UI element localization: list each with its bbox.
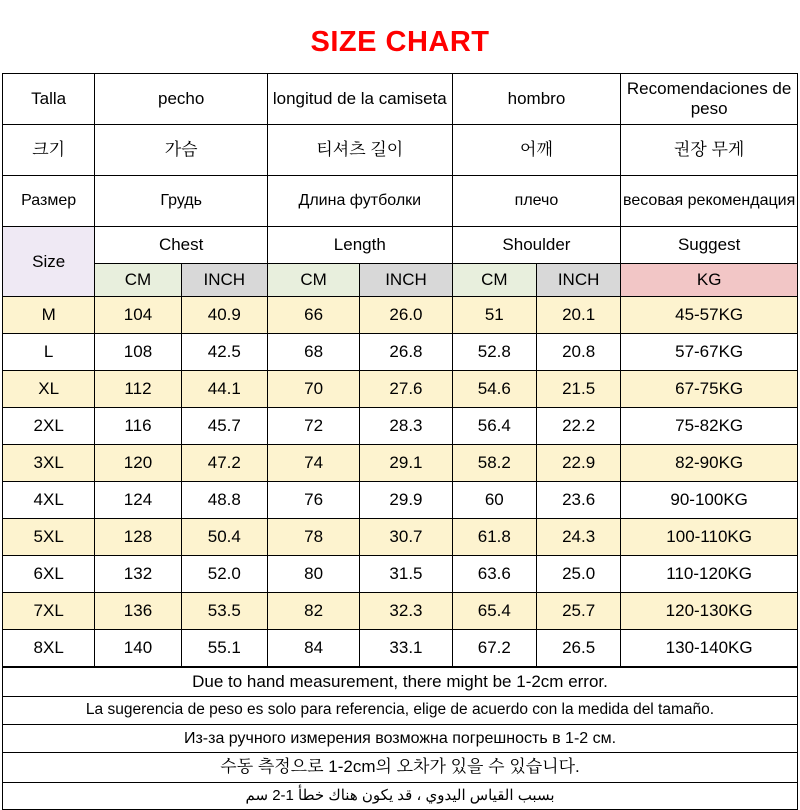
cell-shoulder-cm: 54.6 [452,371,536,408]
cell-shoulder-inch: 20.1 [536,297,620,334]
cell-length-cm: 68 [267,334,359,371]
header-es-size: Talla [3,74,95,125]
cell-length-cm: 76 [267,482,359,519]
cell-shoulder-cm: 60 [452,482,536,519]
header-es-shoulder: hombro [452,74,621,125]
cell-chest-cm: 112 [95,371,181,408]
header-en-chest: Chest [95,227,268,264]
header-ru-shoulder: плечо [452,176,621,227]
header-en-shoulder: Shoulder [452,227,621,264]
header-row-spanish [3,74,798,125]
cell-shoulder-cm: 52.8 [452,334,536,371]
cell-size: 7XL [3,593,95,630]
note-text-korean: 수동 측정으로 1-2cm의 오차가 있을 수 있습니다. [3,753,798,782]
cell-chest-cm: 132 [95,556,181,593]
header-ko-weight: 권장 무게 [621,125,798,176]
cell-length-cm: 66 [267,297,359,334]
cell-length-inch: 27.6 [360,371,452,408]
header-row-russian [3,176,798,227]
note-row-english [3,668,798,697]
cell-chest-cm: 120 [95,445,181,482]
cell-chest-cm: 136 [95,593,181,630]
unit-weight-kg: KG [621,264,798,297]
cell-length-cm: 78 [267,519,359,556]
cell-length-inch: 32.3 [360,593,452,630]
cell-size: M [3,297,95,334]
header-row-english [3,227,798,264]
cell-size: 4XL [3,482,95,519]
cell-chest-inch: 50.4 [181,519,267,556]
cell-length-cm: 74 [267,445,359,482]
cell-chest-inch: 48.8 [181,482,267,519]
cell-shoulder-inch: 22.9 [536,445,620,482]
note-row-arabic [3,782,798,809]
cell-weight: 120-130KG [621,593,798,630]
cell-chest-inch: 40.9 [181,297,267,334]
cell-chest-inch: 55.1 [181,630,267,667]
header-ko-size: 크기 [3,125,95,176]
cell-weight: 130-140KG [621,630,798,667]
cell-shoulder-inch: 22.2 [536,408,620,445]
cell-length-inch: 33.1 [360,630,452,667]
cell-weight: 57-67KG [621,334,798,371]
table-row [3,630,798,667]
header-ru-weight: весовая рекомендация [621,176,798,227]
table-row [3,519,798,556]
cell-length-inch: 30.7 [360,519,452,556]
table-row [3,408,798,445]
table-row [3,371,798,408]
cell-size: 5XL [3,519,95,556]
table-row [3,445,798,482]
header-ru-chest: Грудь [95,176,268,227]
cell-weight: 110-120KG [621,556,798,593]
header-ru-length: Длина футболки [267,176,452,227]
note-row-russian [3,724,798,752]
cell-chest-cm: 104 [95,297,181,334]
cell-weight: 75-82KG [621,408,798,445]
header-en-suggest: Suggest [621,227,798,264]
size-chart-table [2,73,798,667]
table-row [3,482,798,519]
cell-size: 8XL [3,630,95,667]
table-row [3,297,798,334]
cell-shoulder-cm: 56.4 [452,408,536,445]
cell-length-inch: 31.5 [360,556,452,593]
cell-shoulder-inch: 25.0 [536,556,620,593]
cell-weight: 100-110KG [621,519,798,556]
cell-chest-inch: 45.7 [181,408,267,445]
header-es-weight: Recomendaciones de peso [621,74,798,125]
cell-shoulder-cm: 58.2 [452,445,536,482]
cell-length-cm: 82 [267,593,359,630]
note-row-korean [3,753,798,782]
cell-length-cm: 70 [267,371,359,408]
cell-shoulder-inch: 20.8 [536,334,620,371]
cell-size: 2XL [3,408,95,445]
cell-weight: 82-90KG [621,445,798,482]
header-ko-length: 티셔츠 길이 [267,125,452,176]
cell-length-cm: 84 [267,630,359,667]
unit-chest-cm: CM [95,264,181,297]
cell-length-inch: 26.8 [360,334,452,371]
cell-chest-inch: 47.2 [181,445,267,482]
cell-length-inch: 26.0 [360,297,452,334]
cell-weight: 67-75KG [621,371,798,408]
cell-shoulder-inch: 25.7 [536,593,620,630]
cell-chest-inch: 52.0 [181,556,267,593]
cell-weight: 45-57KG [621,297,798,334]
cell-length-inch: 29.1 [360,445,452,482]
cell-shoulder-inch: 26.5 [536,630,620,667]
note-text-spanish: La sugerencia de peso es solo para referencia, elige de acuerdo con la medida del tamaño. [3,697,798,725]
cell-shoulder-inch: 24.3 [536,519,620,556]
note-text-russian: Из-за ручного измерения возможна погрешность в 1-2 см. [3,724,798,752]
header-ru-size: Размер [3,176,95,227]
cell-chest-inch: 53.5 [181,593,267,630]
cell-length-cm: 80 [267,556,359,593]
notes-table [2,667,798,810]
header-row-units [3,264,798,297]
cell-size: 3XL [3,445,95,482]
cell-size: XL [3,371,95,408]
cell-chest-cm: 128 [95,519,181,556]
header-en-size: Size [3,227,95,297]
table-row [3,593,798,630]
table-row [3,334,798,371]
note-text-english: Due to hand measurement, there might be 1-2cm error. [3,668,798,697]
cell-chest-cm: 108 [95,334,181,371]
cell-shoulder-inch: 23.6 [536,482,620,519]
cell-chest-inch: 44.1 [181,371,267,408]
unit-shoulder-inch: INCH [536,264,620,297]
cell-chest-cm: 124 [95,482,181,519]
header-en-length: Length [267,227,452,264]
cell-weight: 90-100KG [621,482,798,519]
unit-chest-inch: INCH [181,264,267,297]
header-es-chest: pecho [95,74,268,125]
cell-size: 6XL [3,556,95,593]
unit-shoulder-cm: CM [452,264,536,297]
note-text-arabic: بسبب القياس اليدوي ، قد يكون هناك خطأ 1-2 سم [3,782,798,809]
header-es-length: longitud de la camiseta [267,74,452,125]
cell-shoulder-cm: 51 [452,297,536,334]
cell-shoulder-cm: 63.6 [452,556,536,593]
header-row-korean [3,125,798,176]
cell-length-inch: 28.3 [360,408,452,445]
cell-chest-cm: 140 [95,630,181,667]
unit-length-cm: CM [267,264,359,297]
table-row [3,556,798,593]
unit-length-inch: INCH [360,264,452,297]
cell-shoulder-inch: 21.5 [536,371,620,408]
header-ko-shoulder: 어깨 [452,125,621,176]
cell-shoulder-cm: 67.2 [452,630,536,667]
cell-chest-cm: 116 [95,408,181,445]
note-row-spanish [3,697,798,725]
page-title: SIZE CHART [310,26,490,58]
cell-length-cm: 72 [267,408,359,445]
cell-chest-inch: 42.5 [181,334,267,371]
cell-shoulder-cm: 65.4 [452,593,536,630]
cell-shoulder-cm: 61.8 [452,519,536,556]
header-ko-chest: 가슴 [95,125,268,176]
cell-length-inch: 29.9 [360,482,452,519]
cell-size: L [3,334,95,371]
